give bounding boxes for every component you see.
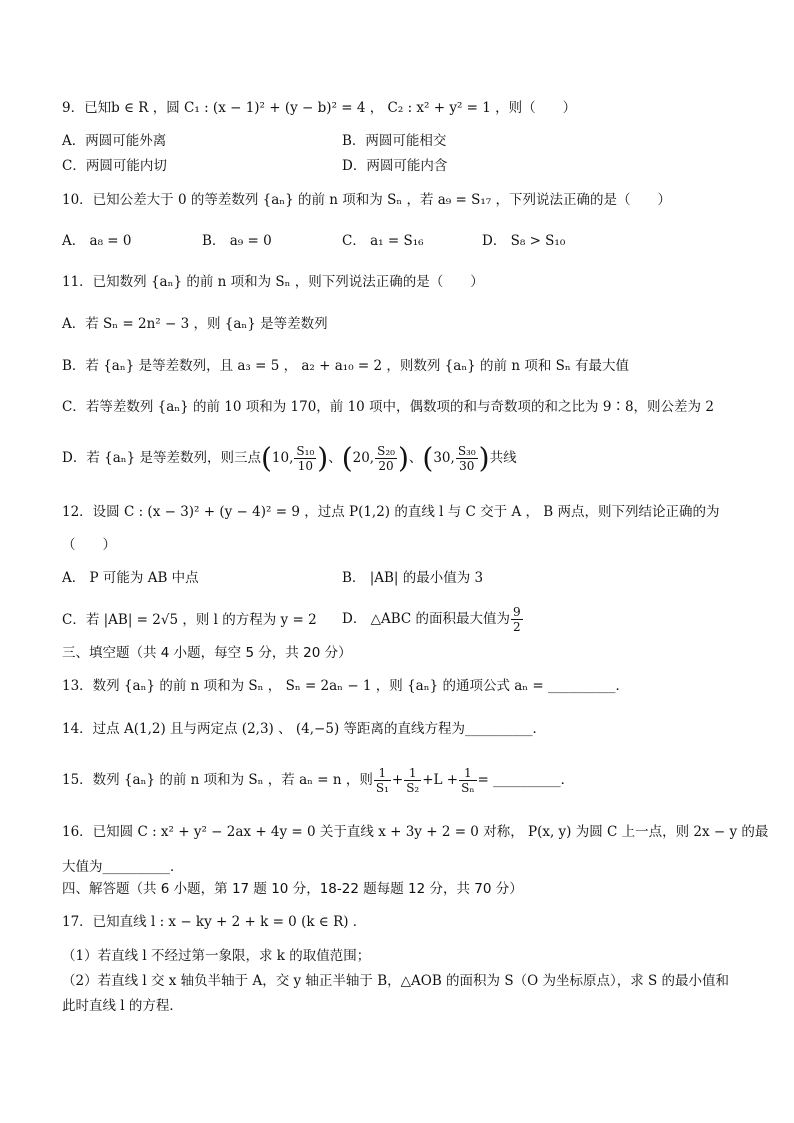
q15-prefix: 15．数列 {aₙ} 的前 n 项和为 Sₙ ，若 aₙ = n ，则 <box>62 772 373 788</box>
q9-stem-prefix: 9．已知 <box>62 100 112 116</box>
q11-d-prefix: D．若 {aₙ} 是等差数列，则三点 <box>62 450 261 466</box>
q15-plus: + <box>391 772 404 788</box>
frac-num: 1 <box>374 766 391 781</box>
paren-close: ) <box>478 441 490 475</box>
frac-num: S₃₀ <box>457 444 476 458</box>
q12-option-c: C．若 |AB| = 2√5 ，则 l 的方程为 y = 2 <box>62 612 317 628</box>
q17-part2b: 此时直线 l 的方程． <box>62 998 183 1014</box>
q15-frac3 <box>459 766 476 795</box>
q9-option-c: C．两圆可能内切 <box>62 158 167 174</box>
q11-option-c: C．若等差数列 {aₙ} 的前 10 项和为 170，前 10 项中，偶数项的和与奇数项的和之比为 9∶8，则公差为 2 <box>62 399 714 415</box>
frac-den: 20 <box>378 459 394 473</box>
sep: 、 <box>408 450 423 466</box>
q15-frac1 <box>374 766 391 795</box>
frac-num: 1 <box>404 766 421 781</box>
q11-stem: 11．已知数列 {aₙ} 的前 n 项和为 Sₙ ，则下列说法正确的是（ ） <box>62 274 484 290</box>
q11-option-d <box>62 440 517 476</box>
frac-num: 1 <box>459 766 476 781</box>
frac-num: S₂₀ <box>377 444 395 458</box>
sep: 、 <box>328 450 342 466</box>
q9-option-a: A．两圆可能外离 <box>62 133 167 149</box>
section-solve-heading: 四、解答题（共 6 小题，第 17 题 10 分，18-22 题每题 12 分，共 70 分） <box>62 881 523 897</box>
frac-den: S₁ <box>375 781 389 795</box>
q11-d-suffix: 共线 <box>489 450 517 466</box>
q11-d-frac2 <box>375 444 397 473</box>
q10-option-d: D． S₈ > S₁₀ <box>482 233 566 249</box>
frac-num: S₁₀ <box>296 444 315 458</box>
q12-stem-cont: （ ） <box>62 537 116 553</box>
q10-option-b: B． a₉ = 0 <box>202 233 272 249</box>
q12-d-prefix: D． △ABC 的面积最大值为 <box>342 611 511 627</box>
q15-dots: +L + <box>422 772 459 788</box>
frac-den: 30 <box>459 459 475 473</box>
q11-d-point3: 30, <box>433 450 455 466</box>
q17-part2a: （2）若直线 l 交 x 轴负半轴于 A，交 y 轴正半轴于 B，△AOB 的面积为 S（O 为坐标原点），求 S 的最小值和 <box>62 973 730 989</box>
frac-den: 10 <box>297 459 313 473</box>
q11-option-a: A．若 Sₙ = 2n² − 3 ，则 {aₙ} 是等差数列 <box>62 316 328 332</box>
frac-den: 2 <box>513 620 521 634</box>
q17-part1: （1）若直线 l 不经过第一象限，求 k 的取值范围； <box>62 948 371 964</box>
q11-option-b: B．若 {aₙ} 是等差数列，且 a₃ = 5 ， a₂ + a₁₀ = 2 ，则数列 {aₙ} 的前 n 项和 Sₙ 有最大值 <box>62 358 629 374</box>
q17-stem: 17．已知直线 l : x − ky + 2 + k = 0 (k ∈ R) ． <box>62 914 367 930</box>
q13-stem: 13．数列 {aₙ} 的前 n 项和为 Sₙ ， Sₙ = 2aₙ − 1 ，则 {aₙ} 的通项公式 aₙ = __________． <box>62 678 630 694</box>
q9-option-b: B．两圆可能相交 <box>342 133 447 149</box>
q10-stem: 10．已知公差大于 0 的等差数列 {aₙ} 的前 n 项和为 Sₙ ，若 a₉ = S₁₇ ，下列说法正确的是（ ） <box>62 192 671 208</box>
q11-d-point2: 20, <box>352 450 375 466</box>
q15-stem <box>62 762 574 798</box>
q11-d-frac3 <box>456 444 478 473</box>
frac-den: S₂ <box>406 781 420 795</box>
paren-open: ( <box>260 441 272 475</box>
q11-d-frac1 <box>294 444 316 473</box>
q10-option-c: C． a₁ = S₁₆ <box>342 233 424 249</box>
q9-option-d: D．两圆可能内含 <box>342 158 448 174</box>
frac-den: Sₙ <box>461 781 475 795</box>
q12-option-b: B． |AB| 的最小值为 3 <box>342 570 484 586</box>
q9-stem-math: b ∈ R ，圆 C₁ : (x − 1)² + (y − b)² = 4 ， C₂ : x² + y² = 1 ，则（ ） <box>111 100 577 116</box>
q12-stem: 12．设圆 C : (x − 3)² + (y − 4)² = 9 ，过点 P(1,2) 的直线 l 与 C 交于 A ， B 两点，则下列结论正确的为 <box>62 504 720 520</box>
paren-open: ( <box>422 441 434 475</box>
q15-suffix: = __________． <box>477 772 575 788</box>
paren-close: ) <box>397 441 409 475</box>
q16-line1: 16．已知圆 C : x² + y² − 2ax + 4y = 0 关于直线 x + 3y + 2 = 0 对称， P(x, y) 为圆 C 上一点，则 2x − y 的最 <box>62 824 769 840</box>
q14-stem: 14．过点 A(1,2) 且与两定点 (2,3) 、 (4,−5) 等距离的直线方程为__________． <box>62 721 546 737</box>
paren-close: ) <box>317 441 329 475</box>
q9-stem <box>62 98 576 118</box>
q16-line2: 大值为__________． <box>62 859 184 875</box>
q12-option-d <box>342 602 524 636</box>
frac-num: 9 <box>513 605 521 619</box>
section-fill-blank-heading: 三、填空题（共 4 小题，每空 5 分，共 20 分） <box>62 645 352 661</box>
paren-open: ( <box>341 441 353 475</box>
q12-d-frac <box>511 605 523 634</box>
q15-frac2 <box>404 766 421 795</box>
q11-d-point1: 10, <box>271 450 294 466</box>
q10-option-a: A． a₈ = 0 <box>62 233 132 249</box>
q12-option-a: A． P 可能为 AB 中点 <box>62 570 199 586</box>
